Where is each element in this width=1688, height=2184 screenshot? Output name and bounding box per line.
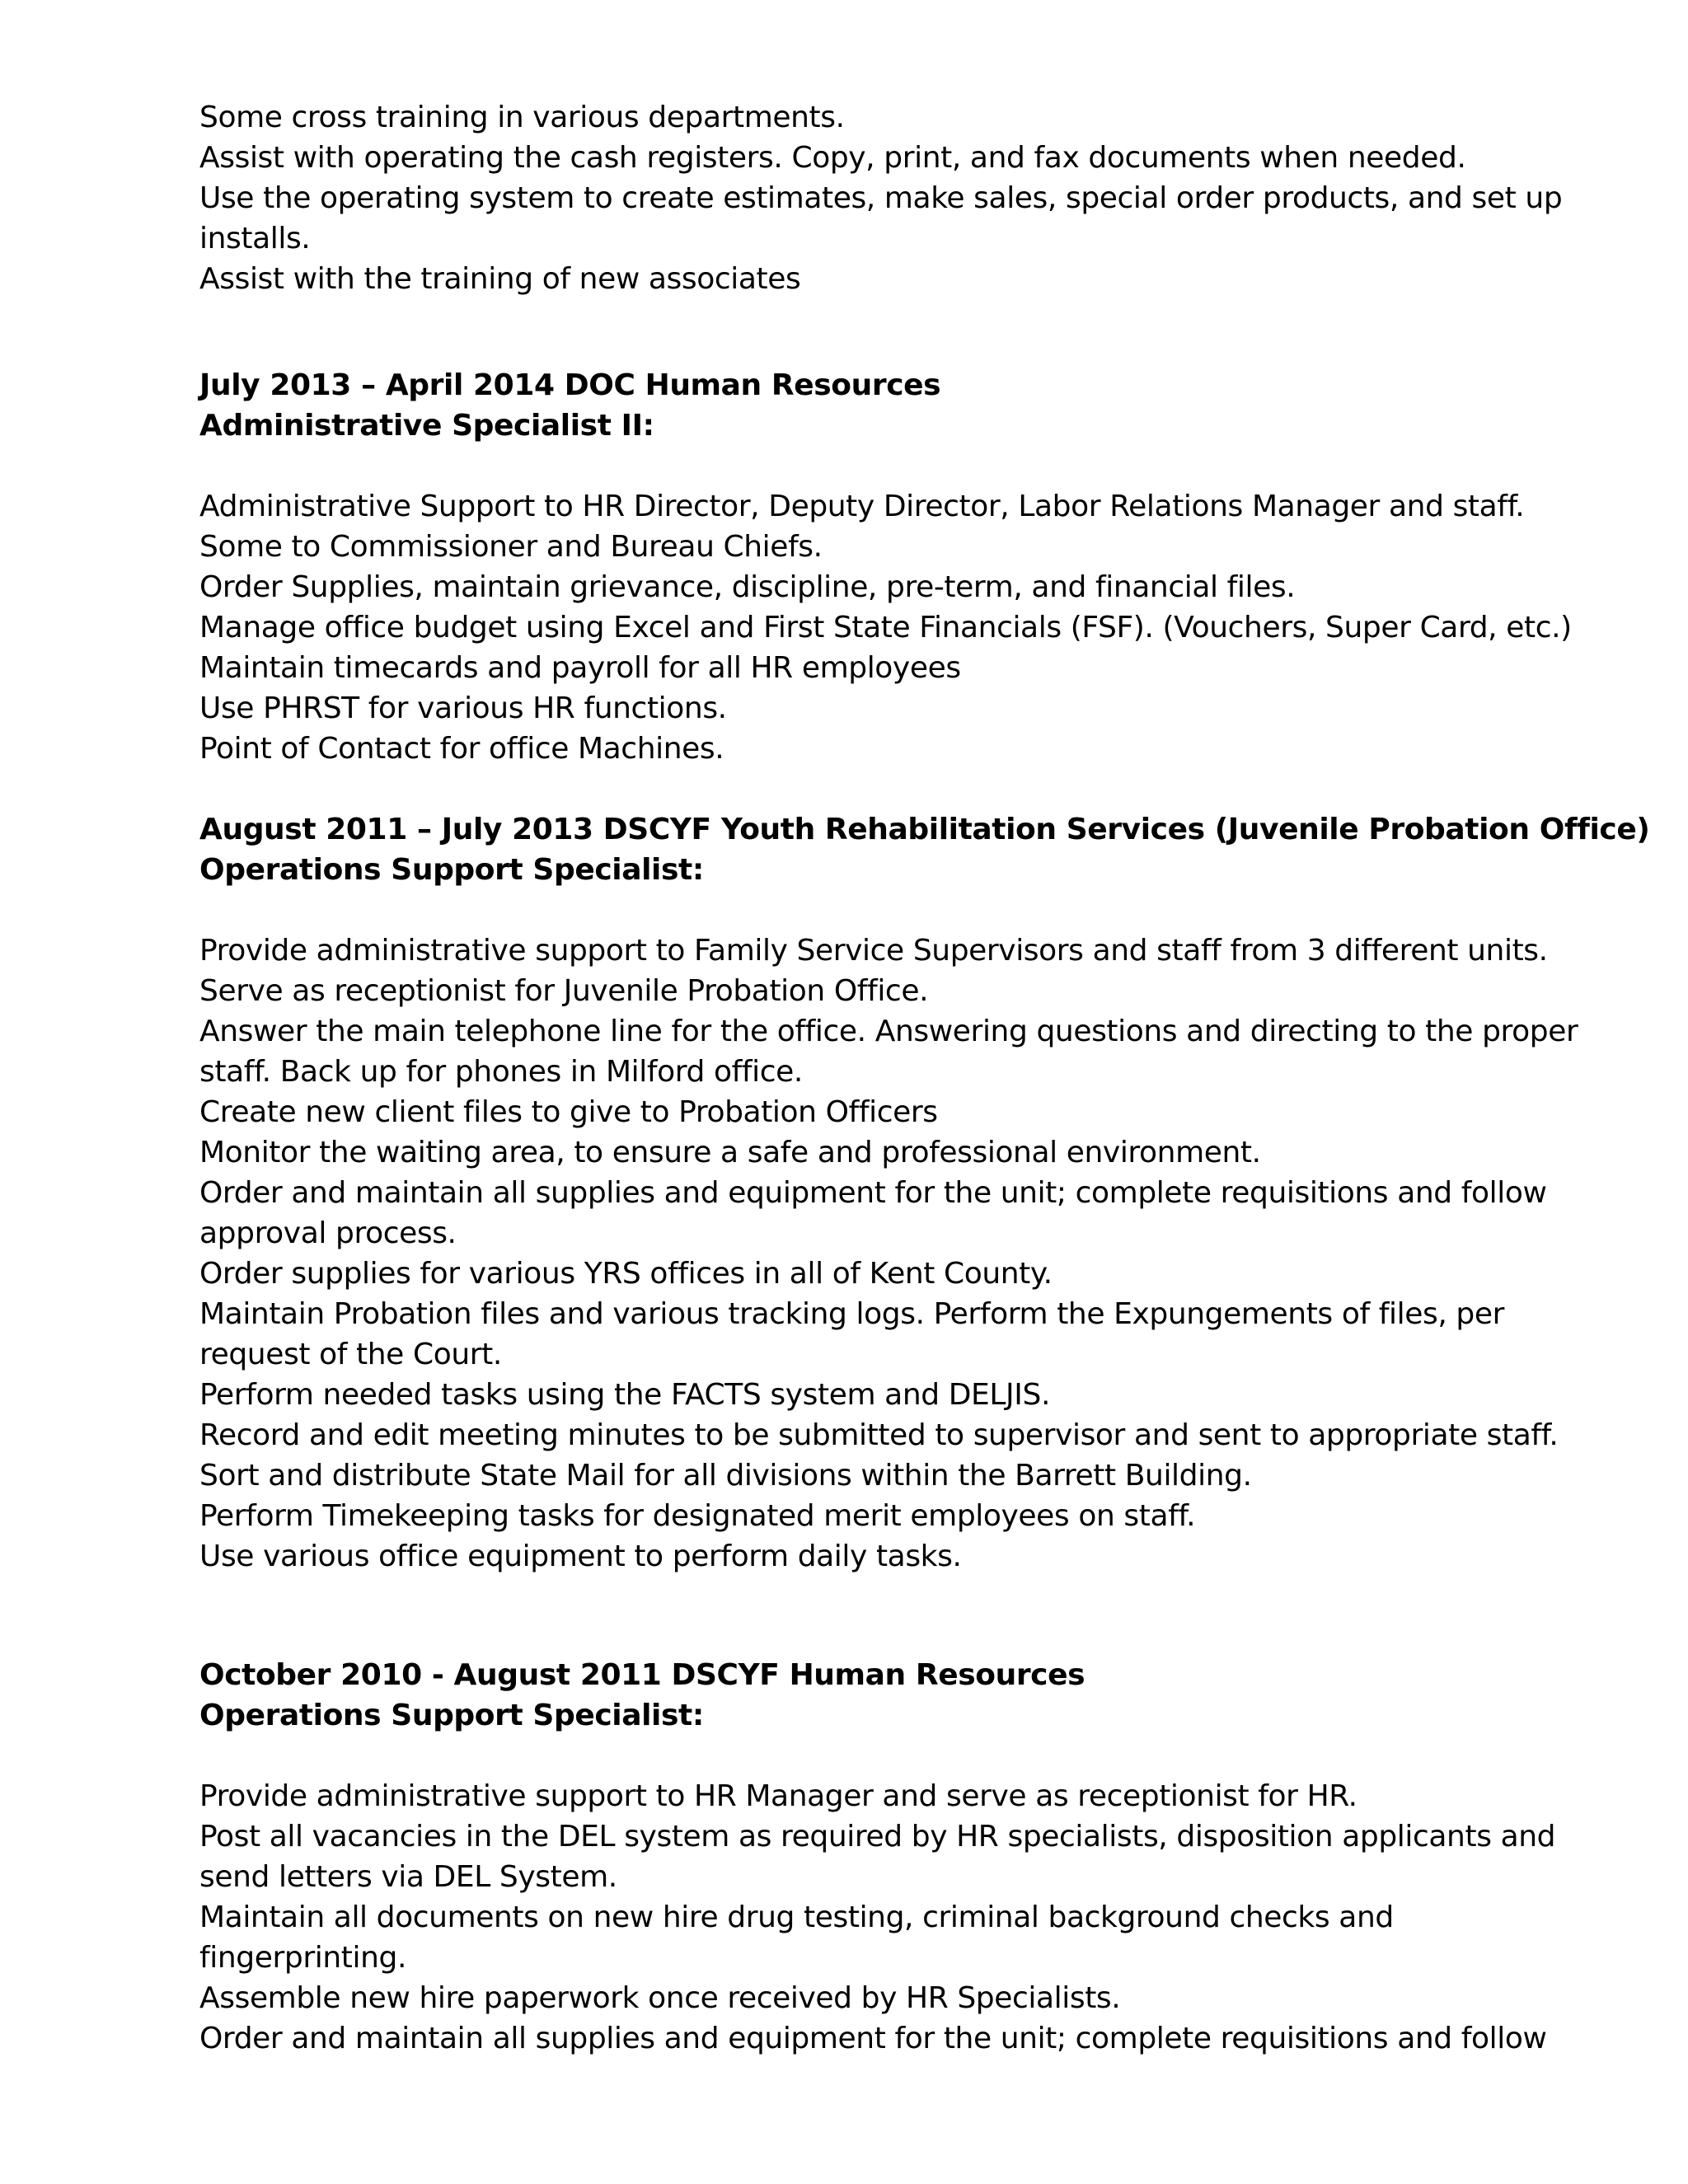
spacer [199,446,1535,486]
duty-line: Order and maintain all supplies and equipment for the unit; complete requisitions and follow [199,1176,1547,1210]
job-title: Administrative Specialist II: [199,409,654,443]
duty-line: Some to Commissioner and Bureau Chiefs. [199,530,823,564]
duty-line: Assemble new hire paperwork once received by HR Specialists. [199,1981,1121,2015]
duty-line: Provide administrative support to HR Manager and serve as receptionist for HR. [199,1779,1357,1813]
job-heading: August 2011 – July 2013 DSCYF Youth Rehabilitation Services (Juvenile Probation Office) [199,813,1650,846]
spacer [199,769,1535,809]
duty-line: Perform needed tasks using the FACTS system and DELJIS. [199,1378,1050,1412]
spacer [199,299,1535,365]
duty-line: Monitor the waiting area, to ensure a safe and professional environment. [199,1136,1261,1169]
duty-line: Order supplies for various YRS offices in all of Kent County. [199,1257,1053,1291]
duty-line: Sort and distribute State Mail for all divisions within the Barrett Building. [199,1459,1252,1493]
duty-line: Maintain Probation files and various tracking logs. Perform the Expungements of files, per [199,1297,1505,1331]
duty-line: Assist with operating the cash registers. Copy, print, and fax documents when needed. [199,141,1466,175]
job-section-doc-hr [199,365,1572,769]
resume-page [199,97,1650,2059]
spacer [199,1736,1535,1776]
duty-line: Assist with the training of new associates [199,262,801,296]
duty-line: Serve as receptionist for Juvenile Probation Office. [199,974,929,1008]
job-heading: July 2013 – April 2014 DOC Human Resources [199,368,941,402]
spacer [199,1577,1535,1655]
duty-line: Post all vacancies in the DEL system as required by HR specialists, disposition applicants and [199,1820,1556,1854]
duty-line: Order Supplies, maintain grievance, discipline, pre-term, and financial files. [199,570,1296,604]
duty-line: Record and edit meeting minutes to be submitted to supervisor and sent to appropriate staff. [199,1418,1559,1452]
duty-line: Manage office budget using Excel and First State Financials (FSF). (Vouchers, Super Card, etc.) [199,611,1572,644]
duty-line: fingerprinting. [199,1941,406,1975]
duty-line: Create new client files to give to Probation Officers [199,1095,938,1129]
job-heading: October 2010 - August 2011 DSCYF Human Resources [199,1658,1085,1692]
duty-line: Use PHRST for various HR functions. [199,691,727,725]
duty-line: request of the Court. [199,1338,502,1371]
duty-line: Answer the main telephone line for the office. Answering questions and directing to the proper [199,1015,1578,1048]
duty-line: Use various office equipment to perform daily tasks. [199,1540,962,1573]
job-section-dscyf-hr [199,1655,1556,2059]
duty-line: Order and maintain all supplies and equipment for the unit; complete requisitions and follow [199,2022,1547,2055]
duty-line: approval process. [199,1216,457,1250]
job-title: Operations Support Specialist: [199,853,704,887]
duty-line: Provide administrative support to Family Service Supervisors and staff from 3 different units. [199,934,1548,968]
duty-line: Some cross training in various departments. [199,101,845,134]
duty-line: staff. Back up for phones in Milford office. [199,1055,803,1089]
duty-line: Point of Contact for office Machines. [199,732,724,766]
duty-line: Perform Timekeeping tasks for designated merit employees on staff. [199,1499,1196,1533]
intro-duties [199,97,1563,299]
duty-line: installs. [199,222,311,255]
spacer [199,890,1535,930]
job-title: Operations Support Specialist: [199,1699,704,1732]
job-section-dscyf-yrs [199,809,1650,1577]
duty-line: Maintain all documents on new hire drug testing, criminal background checks and [199,1900,1394,1934]
duty-line: Maintain timecards and payroll for all HR employees [199,651,961,685]
duty-line: send letters via DEL System. [199,1860,617,1894]
duty-line: Administrative Support to HR Director, Deputy Director, Labor Relations Manager and staff. [199,490,1525,523]
duty-line: Use the operating system to create estimates, make sales, special order products, and set up [199,181,1563,215]
